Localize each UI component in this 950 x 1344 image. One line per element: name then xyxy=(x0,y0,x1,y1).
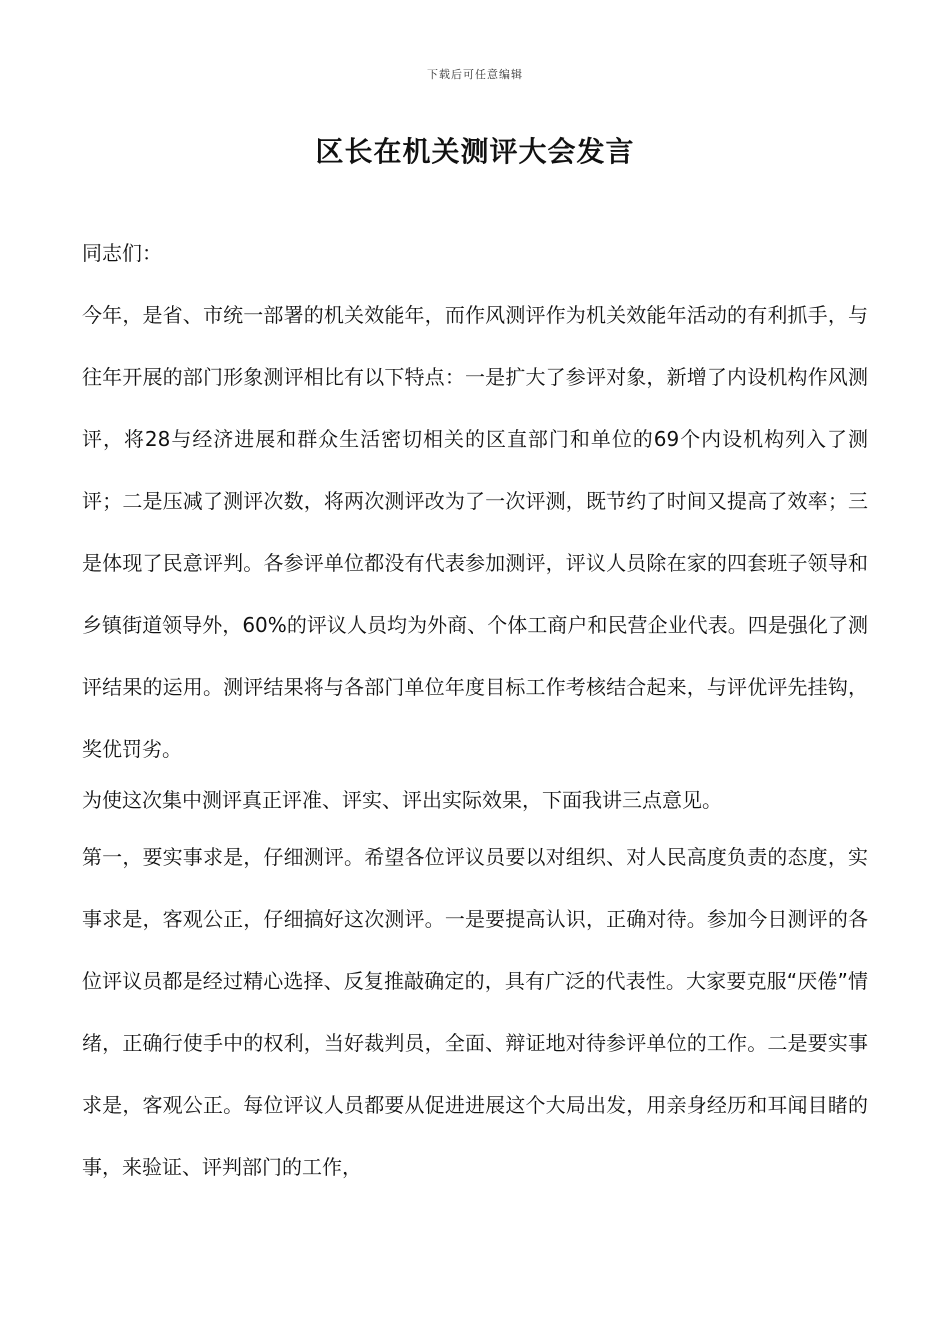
paragraph-2: 为使这次集中测评真正评准、评实、评出实际效果，下面我讲三点意见。 xyxy=(82,788,722,812)
document-title: 区长在机关测评大会发言 xyxy=(315,135,635,168)
paragraph-3: 第一，要实事求是，仔细测评。希望各位评议员要以对组织、对人民高度负责的态度，实事求是，客观公正，仔细搞好这次测评。一是要提高认识，正确对待。参加今日测评的各位评议员都是经过精心选择、反复推敲确定的，具有广泛的代表性。大家要克服“厌倦”情绪，正确行使手中的权利，当好裁判员，全面、辩证地对待参评单位的工作。二是要实事求是，客观公正。每位评议人员都要从促进进展这个大局出发，用亲身经历和耳闻目睹的事，来验证、评判部门的工作， xyxy=(82,845,868,1179)
salutation: 同志们： xyxy=(82,241,162,265)
header-note: 下载后可任意编辑 xyxy=(427,68,523,81)
document-body xyxy=(82,222,868,1198)
paragraph-1: 今年，是省、市统一部署的机关效能年，而作风测评作为机关效能年活动的有利抓手，与往年开展的部门形象测评相比有以下特点：一是扩大了参评对象，新增了内设机构作风测评，将28与经济进展和群众生活密切相关的区直部门和单位的69个内设机构列入了测评；二是压减了测评次数，将两次测评改为了一次评测，既节约了时间又提高了效率；三是体现了民意评判。各参评单位都没有代表参加测评，评议人员除在家的四套班子领导和乡镇街道领导外，60%的评议人员均为外商、个体工商户和民营企业代表。四是强化了测评结果的运用。测评结果将与各部门单位年度目标工作考核结合起来，与评优评先挂钩，奖优罚劣。 xyxy=(82,303,868,761)
